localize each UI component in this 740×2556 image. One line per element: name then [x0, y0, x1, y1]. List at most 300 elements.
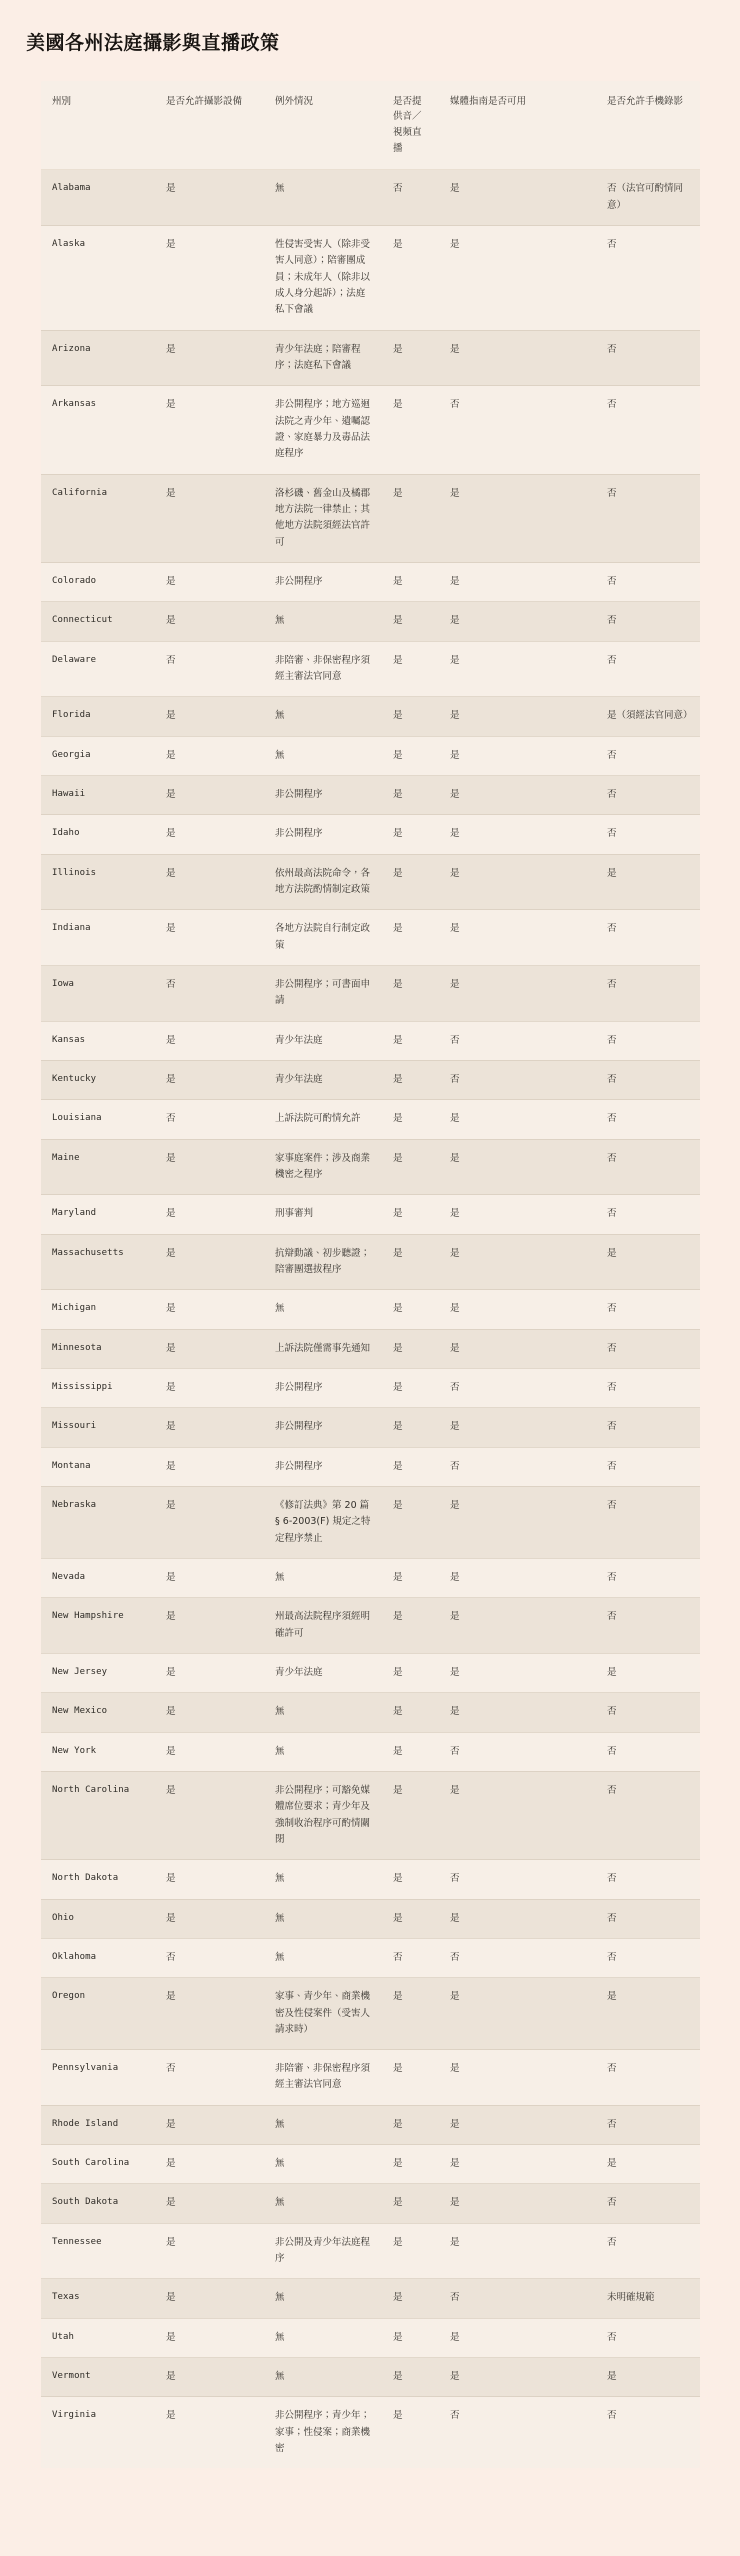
cell-livestream: 是: [382, 1447, 439, 1486]
table-row: [41, 226, 700, 331]
cell-media-guide: 是: [439, 776, 596, 815]
cell-media-guide: 是: [439, 2223, 596, 2279]
cell-cameras-allowed: 否: [155, 1938, 264, 1977]
table-row: [41, 2279, 700, 2318]
cell-media-guide: 否: [439, 1021, 596, 1060]
cell-cameras-allowed: 是: [155, 330, 264, 386]
cell-cameras-allowed: 是: [155, 386, 264, 474]
cell-mobile-recording: 否（法官可酌情同意）: [596, 170, 700, 226]
cell-mobile-recording: 否: [596, 1195, 700, 1234]
policy-table-container: [41, 81, 700, 2469]
cell-mobile-recording: 否: [596, 1408, 700, 1447]
cell-exceptions: 青少年法庭: [264, 1060, 382, 1099]
cell-media-guide: 是: [439, 602, 596, 641]
state-camera-policy-table: [41, 81, 700, 2469]
cell-cameras-allowed: 是: [155, 1329, 264, 1368]
cell-media-guide: 否: [439, 2397, 596, 2468]
table-row: [41, 330, 700, 386]
cell-state: Tennessee: [41, 2223, 155, 2279]
cell-mobile-recording: 否: [596, 1860, 700, 1899]
cell-state: Michigan: [41, 1290, 155, 1329]
cell-state: California: [41, 474, 155, 562]
table-row: [41, 1486, 700, 1558]
table-row: [41, 2184, 700, 2223]
cell-state: Montana: [41, 1447, 155, 1486]
table-row: [41, 1771, 700, 1859]
table-header: [41, 81, 700, 170]
cell-cameras-allowed: 是: [155, 2397, 264, 2468]
cell-cameras-allowed: 是: [155, 1368, 264, 1407]
cell-state: New Hampshire: [41, 1598, 155, 1654]
cell-state: Mississippi: [41, 1368, 155, 1407]
cell-media-guide: 是: [439, 2318, 596, 2357]
cell-cameras-allowed: 是: [155, 1899, 264, 1938]
cell-livestream: 是: [382, 966, 439, 1022]
cell-exceptions: 無: [264, 2105, 382, 2144]
cell-exceptions: 非公開程序；青少年；家事；性侵案；商業機密: [264, 2397, 382, 2468]
cell-exceptions: 青少年法庭；陪審程序；法庭私下會議: [264, 330, 382, 386]
cell-state: Iowa: [41, 966, 155, 1022]
table-row: [41, 1368, 700, 1407]
cell-exceptions: 非公開程序: [264, 563, 382, 602]
cell-livestream: 是: [382, 1368, 439, 1407]
cell-cameras-allowed: 否: [155, 1100, 264, 1139]
table-row: [41, 1558, 700, 1597]
cell-exceptions: 無: [264, 2184, 382, 2223]
cell-mobile-recording: 否: [596, 2105, 700, 2144]
cell-exceptions: 無: [264, 736, 382, 775]
cell-state: South Dakota: [41, 2184, 155, 2223]
cell-media-guide: 是: [439, 1978, 596, 2050]
cell-state: Maryland: [41, 1195, 155, 1234]
table-row: [41, 602, 700, 641]
table-body: [41, 170, 700, 2468]
cell-mobile-recording: 是: [596, 1978, 700, 2050]
cell-state: North Dakota: [41, 1860, 155, 1899]
cell-media-guide: 是: [439, 2358, 596, 2397]
cell-exceptions: 抗辯動議、初步聽證；陪審團選拔程序: [264, 1234, 382, 1290]
cell-livestream: 是: [382, 910, 439, 966]
cell-mobile-recording: 是: [596, 2358, 700, 2397]
cell-media-guide: 否: [439, 1938, 596, 1977]
cell-livestream: 是: [382, 1598, 439, 1654]
cell-media-guide: 是: [439, 1234, 596, 1290]
cell-mobile-recording: 否: [596, 386, 700, 474]
cell-mobile-recording: 否: [596, 563, 700, 602]
cell-livestream: 是: [382, 815, 439, 854]
cell-exceptions: 家事、青少年、商業機密及性侵案件（受害人請求時）: [264, 1978, 382, 2050]
cell-exceptions: 非公開及青少年法庭程序: [264, 2223, 382, 2279]
cell-state: Georgia: [41, 736, 155, 775]
cell-livestream: 是: [382, 330, 439, 386]
cell-exceptions: 無: [264, 1693, 382, 1732]
cell-cameras-allowed: 是: [155, 736, 264, 775]
cell-cameras-allowed: 是: [155, 1408, 264, 1447]
cell-exceptions: 非陪審、非保密程序須經主審法官同意: [264, 2050, 382, 2106]
cell-mobile-recording: 否: [596, 2318, 700, 2357]
table-row: [41, 1732, 700, 1771]
cell-media-guide: 是: [439, 966, 596, 1022]
cell-state: Minnesota: [41, 1329, 155, 1368]
cell-mobile-recording: 否: [596, 1486, 700, 1558]
cell-cameras-allowed: 是: [155, 1732, 264, 1771]
cell-cameras-allowed: 是: [155, 1139, 264, 1195]
table-row: [41, 1408, 700, 1447]
cell-mobile-recording: 否: [596, 1329, 700, 1368]
cell-exceptions: 青少年法庭: [264, 1021, 382, 1060]
cell-cameras-allowed: 是: [155, 854, 264, 910]
table-row: [41, 2050, 700, 2106]
cell-livestream: 是: [382, 386, 439, 474]
cell-state: Nevada: [41, 1558, 155, 1597]
table-row: [41, 641, 700, 697]
cell-cameras-allowed: 是: [155, 2358, 264, 2397]
table-row: [41, 2223, 700, 2279]
cell-livestream: 是: [382, 1771, 439, 1859]
cell-media-guide: 是: [439, 2184, 596, 2223]
cell-exceptions: 刑事審判: [264, 1195, 382, 1234]
column-header-cameras-allowed: 是否允許攝影設備: [155, 81, 264, 170]
cell-exceptions: 無: [264, 170, 382, 226]
cell-state: Maine: [41, 1139, 155, 1195]
table-row: [41, 170, 700, 226]
cell-media-guide: 是: [439, 2105, 596, 2144]
cell-livestream: 是: [382, 2184, 439, 2223]
cell-livestream: 是: [382, 226, 439, 331]
cell-media-guide: 是: [439, 1598, 596, 1654]
cell-media-guide: 是: [439, 226, 596, 331]
cell-livestream: 否: [382, 170, 439, 226]
cell-livestream: 是: [382, 1234, 439, 1290]
cell-livestream: 是: [382, 1732, 439, 1771]
cell-media-guide: 是: [439, 1899, 596, 1938]
cell-state: Alabama: [41, 170, 155, 226]
cell-cameras-allowed: 是: [155, 226, 264, 331]
cell-mobile-recording: 否: [596, 1899, 700, 1938]
cell-exceptions: 性侵害受害人（除非受害人同意）；陪審團成員；未成年人（除非以成人身分起訴）；法庭私下會議: [264, 226, 382, 331]
cell-mobile-recording: 否: [596, 1447, 700, 1486]
cell-livestream: 是: [382, 2223, 439, 2279]
cell-state: Texas: [41, 2279, 155, 2318]
cell-exceptions: 上訴法院可酌情允許: [264, 1100, 382, 1139]
table-row: [41, 697, 700, 736]
cell-mobile-recording: 否: [596, 2397, 700, 2468]
cell-state: New Mexico: [41, 1693, 155, 1732]
cell-media-guide: 是: [439, 1100, 596, 1139]
cell-mobile-recording: 是: [596, 2145, 700, 2184]
cell-media-guide: 是: [439, 1329, 596, 1368]
cell-exceptions: 洛杉磯、舊金山及橘郡地方法院一律禁止；其他地方法院須經法官許可: [264, 474, 382, 562]
table-row: [41, 1693, 700, 1732]
cell-cameras-allowed: 是: [155, 1195, 264, 1234]
table-row: [41, 1195, 700, 1234]
cell-exceptions: 無: [264, 1938, 382, 1977]
table-row: [41, 1860, 700, 1899]
table-row: [41, 910, 700, 966]
cell-mobile-recording: 否: [596, 910, 700, 966]
cell-media-guide: 否: [439, 386, 596, 474]
cell-media-guide: 是: [439, 854, 596, 910]
cell-livestream: 是: [382, 1978, 439, 2050]
cell-state: Alaska: [41, 226, 155, 331]
cell-livestream: 是: [382, 2358, 439, 2397]
cell-state: Virginia: [41, 2397, 155, 2468]
cell-exceptions: 家事庭案件；涉及商業機密之程序: [264, 1139, 382, 1195]
cell-cameras-allowed: 是: [155, 1021, 264, 1060]
cell-exceptions: 無: [264, 1732, 382, 1771]
cell-state: Connecticut: [41, 602, 155, 641]
cell-mobile-recording: 否: [596, 1290, 700, 1329]
cell-state: Indiana: [41, 910, 155, 966]
cell-exceptions: 非公開程序: [264, 1408, 382, 1447]
cell-livestream: 是: [382, 1329, 439, 1368]
cell-state: Utah: [41, 2318, 155, 2357]
cell-state: Oregon: [41, 1978, 155, 2050]
cell-state: Rhode Island: [41, 2105, 155, 2144]
cell-mobile-recording: 否: [596, 736, 700, 775]
cell-exceptions: 無: [264, 2279, 382, 2318]
table-row: [41, 2358, 700, 2397]
table-row: [41, 1653, 700, 1692]
cell-mobile-recording: 否: [596, 330, 700, 386]
cell-state: Illinois: [41, 854, 155, 910]
cell-cameras-allowed: 否: [155, 2050, 264, 2106]
cell-exceptions: 無: [264, 2145, 382, 2184]
table-row: [41, 2318, 700, 2357]
cell-exceptions: 非公開程序；可書面申請: [264, 966, 382, 1022]
cell-state: Missouri: [41, 1408, 155, 1447]
cell-exceptions: 非公開程序；地方巡迴法院之青少年、遺囑認證、家庭暴力及毒品法庭程序: [264, 386, 382, 474]
cell-livestream: 是: [382, 1139, 439, 1195]
cell-livestream: 是: [382, 2050, 439, 2106]
table-row: [41, 815, 700, 854]
cell-exceptions: 非陪審、非保密程序須經主審法官同意: [264, 641, 382, 697]
table-row: [41, 1978, 700, 2050]
cell-state: Idaho: [41, 815, 155, 854]
cell-state: Delaware: [41, 641, 155, 697]
cell-state: South Carolina: [41, 2145, 155, 2184]
cell-cameras-allowed: 是: [155, 474, 264, 562]
cell-livestream: 是: [382, 1021, 439, 1060]
cell-state: Pennsylvania: [41, 2050, 155, 2106]
cell-mobile-recording: 否: [596, 1021, 700, 1060]
cell-exceptions: 上訴法院僅需事先通知: [264, 1329, 382, 1368]
cell-state: Colorado: [41, 563, 155, 602]
cell-media-guide: 是: [439, 1693, 596, 1732]
cell-livestream: 是: [382, 1899, 439, 1938]
cell-media-guide: 否: [439, 1368, 596, 1407]
table-row: [41, 474, 700, 562]
cell-media-guide: 是: [439, 1771, 596, 1859]
cell-media-guide: 否: [439, 1060, 596, 1099]
table-row: [41, 1290, 700, 1329]
cell-state: New York: [41, 1732, 155, 1771]
cell-state: Kentucky: [41, 1060, 155, 1099]
cell-livestream: 是: [382, 2397, 439, 2468]
table-row: [41, 563, 700, 602]
cell-exceptions: 《修訂法典》第 20 篇 § 6-2003(F) 規定之特定程序禁止: [264, 1486, 382, 1558]
cell-mobile-recording: 否: [596, 1598, 700, 1654]
cell-media-guide: 否: [439, 2279, 596, 2318]
cell-livestream: 是: [382, 1195, 439, 1234]
table-row: [41, 1899, 700, 1938]
cell-state: Florida: [41, 697, 155, 736]
cell-livestream: 是: [382, 2105, 439, 2144]
cell-mobile-recording: 否: [596, 2050, 700, 2106]
column-header-exceptions: 例外情況: [264, 81, 382, 170]
cell-cameras-allowed: 是: [155, 910, 264, 966]
cell-cameras-allowed: 是: [155, 1447, 264, 1486]
cell-livestream: 是: [382, 1860, 439, 1899]
cell-cameras-allowed: 是: [155, 2105, 264, 2144]
table-row: [41, 736, 700, 775]
cell-mobile-recording: 否: [596, 602, 700, 641]
cell-state: Massachusetts: [41, 1234, 155, 1290]
cell-cameras-allowed: 是: [155, 1693, 264, 1732]
cell-mobile-recording: 否: [596, 966, 700, 1022]
cell-mobile-recording: 否: [596, 2184, 700, 2223]
cell-livestream: 是: [382, 1060, 439, 1099]
cell-media-guide: 是: [439, 1139, 596, 1195]
cell-mobile-recording: 否: [596, 1139, 700, 1195]
cell-cameras-allowed: 是: [155, 2318, 264, 2357]
cell-media-guide: 是: [439, 474, 596, 562]
cell-cameras-allowed: 是: [155, 1978, 264, 2050]
page-title: 美國各州法庭攝影與直播政策: [26, 32, 280, 54]
table-row: [41, 1060, 700, 1099]
cell-state: Arkansas: [41, 386, 155, 474]
table-header-row: [41, 81, 700, 170]
table-row: [41, 1938, 700, 1977]
cell-livestream: 是: [382, 697, 439, 736]
cell-cameras-allowed: 是: [155, 1234, 264, 1290]
cell-livestream: 是: [382, 2318, 439, 2357]
cell-livestream: 否: [382, 1938, 439, 1977]
cell-livestream: 是: [382, 854, 439, 910]
cell-cameras-allowed: 是: [155, 1860, 264, 1899]
cell-livestream: 是: [382, 1290, 439, 1329]
cell-exceptions: 無: [264, 602, 382, 641]
cell-livestream: 是: [382, 736, 439, 775]
cell-livestream: 是: [382, 1653, 439, 1692]
table-row: [41, 1100, 700, 1139]
table-row: [41, 1139, 700, 1195]
cell-livestream: 是: [382, 563, 439, 602]
cell-exceptions: 青少年法庭: [264, 1653, 382, 1692]
cell-media-guide: 是: [439, 1653, 596, 1692]
cell-media-guide: 是: [439, 1195, 596, 1234]
cell-exceptions: 州最高法院程序須經明確許可: [264, 1598, 382, 1654]
cell-exceptions: 無: [264, 1860, 382, 1899]
cell-media-guide: 是: [439, 2050, 596, 2106]
cell-livestream: 是: [382, 2145, 439, 2184]
cell-mobile-recording: 否: [596, 1100, 700, 1139]
cell-mobile-recording: 否: [596, 2223, 700, 2279]
cell-cameras-allowed: 是: [155, 1060, 264, 1099]
cell-media-guide: 否: [439, 1732, 596, 1771]
cell-state: Arizona: [41, 330, 155, 386]
cell-exceptions: 各地方法院自行制定政策: [264, 910, 382, 966]
cell-livestream: 是: [382, 474, 439, 562]
cell-media-guide: 是: [439, 1486, 596, 1558]
cell-cameras-allowed: 是: [155, 1771, 264, 1859]
cell-mobile-recording: 是（須經法官同意）: [596, 697, 700, 736]
cell-mobile-recording: 否: [596, 1368, 700, 1407]
cell-livestream: 是: [382, 1558, 439, 1597]
cell-cameras-allowed: 是: [155, 1598, 264, 1654]
table-row: [41, 2397, 700, 2468]
cell-cameras-allowed: 是: [155, 1486, 264, 1558]
cell-mobile-recording: 是: [596, 1653, 700, 1692]
cell-media-guide: 是: [439, 910, 596, 966]
cell-livestream: 是: [382, 1486, 439, 1558]
cell-mobile-recording: 否: [596, 226, 700, 331]
cell-media-guide: 否: [439, 1447, 596, 1486]
cell-cameras-allowed: 是: [155, 776, 264, 815]
cell-livestream: 是: [382, 641, 439, 697]
cell-cameras-allowed: 是: [155, 2184, 264, 2223]
cell-state: Oklahoma: [41, 1938, 155, 1977]
cell-livestream: 是: [382, 602, 439, 641]
cell-exceptions: 無: [264, 2318, 382, 2357]
cell-exceptions: 無: [264, 2358, 382, 2397]
cell-state: Ohio: [41, 1899, 155, 1938]
cell-media-guide: 是: [439, 170, 596, 226]
cell-state: Kansas: [41, 1021, 155, 1060]
cell-media-guide: 是: [439, 330, 596, 386]
cell-media-guide: 是: [439, 641, 596, 697]
cell-cameras-allowed: 是: [155, 170, 264, 226]
cell-exceptions: 無: [264, 1558, 382, 1597]
cell-cameras-allowed: 是: [155, 2145, 264, 2184]
cell-livestream: 是: [382, 1408, 439, 1447]
table-row: [41, 854, 700, 910]
cell-state: Nebraska: [41, 1486, 155, 1558]
cell-mobile-recording: 未明確規範: [596, 2279, 700, 2318]
table-row: [41, 776, 700, 815]
cell-media-guide: 是: [439, 2145, 596, 2184]
cell-livestream: 是: [382, 2279, 439, 2318]
cell-state: Vermont: [41, 2358, 155, 2397]
cell-mobile-recording: 是: [596, 1234, 700, 1290]
table-row: [41, 1234, 700, 1290]
cell-exceptions: 非公開程序: [264, 815, 382, 854]
table-row: [41, 1021, 700, 1060]
column-header-state: 州別: [41, 81, 155, 170]
cell-livestream: 是: [382, 1100, 439, 1139]
cell-state: North Carolina: [41, 1771, 155, 1859]
table-row: [41, 1329, 700, 1368]
cell-exceptions: 非公開程序: [264, 776, 382, 815]
cell-state: Louisiana: [41, 1100, 155, 1139]
cell-mobile-recording: 否: [596, 1060, 700, 1099]
cell-media-guide: 是: [439, 815, 596, 854]
cell-exceptions: 無: [264, 1290, 382, 1329]
column-header-mobile-recording: 是否允許手機錄影: [596, 81, 700, 170]
cell-cameras-allowed: 是: [155, 1290, 264, 1329]
column-header-livestream: 是否提供音／視頻直播: [382, 81, 439, 170]
cell-media-guide: 是: [439, 1408, 596, 1447]
cell-cameras-allowed: 是: [155, 602, 264, 641]
cell-mobile-recording: 否: [596, 1771, 700, 1859]
cell-mobile-recording: 否: [596, 1732, 700, 1771]
cell-livestream: 是: [382, 776, 439, 815]
page-bottom-spacer: [0, 2468, 740, 2502]
cell-cameras-allowed: 是: [155, 2279, 264, 2318]
cell-cameras-allowed: 是: [155, 2223, 264, 2279]
cell-media-guide: 是: [439, 736, 596, 775]
cell-cameras-allowed: 否: [155, 966, 264, 1022]
